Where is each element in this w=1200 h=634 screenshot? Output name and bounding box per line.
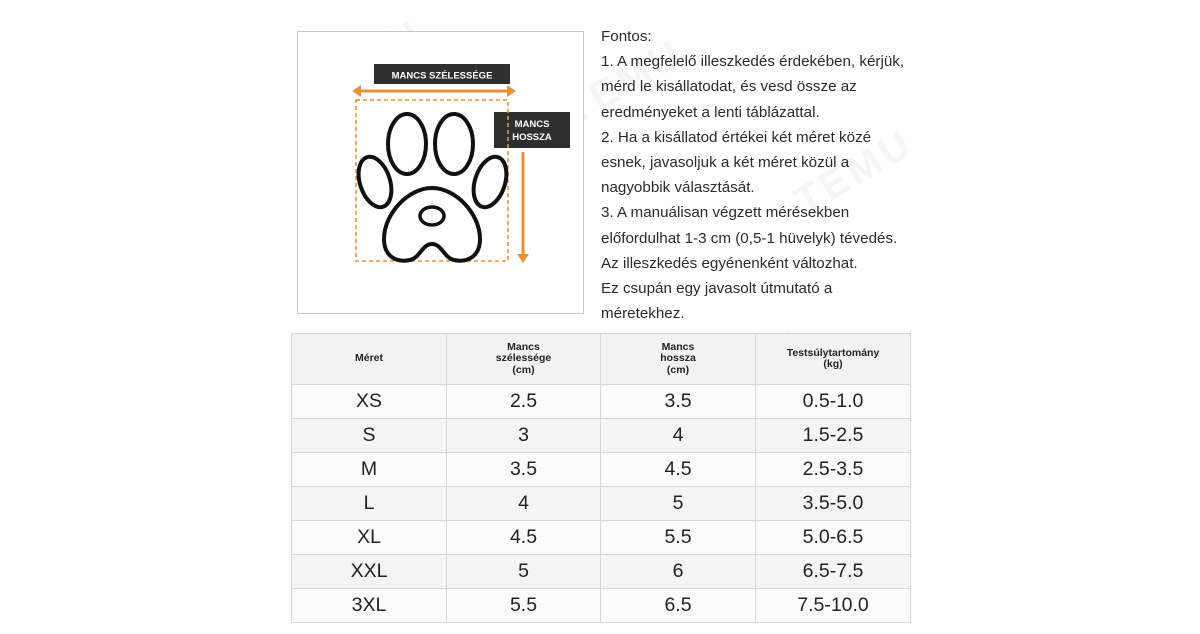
cell-paw-width: 3	[447, 419, 601, 453]
header-weight-range: Testsúlytartomány (kg)	[756, 334, 911, 385]
width-arrow-left-head	[352, 85, 361, 97]
cell-paw-length: 4.5	[601, 453, 756, 487]
table-row	[292, 453, 911, 487]
table-header-row	[292, 334, 911, 385]
table-row	[292, 487, 911, 521]
length-arrow-head	[517, 254, 529, 263]
cell-weight-range: 2.5-3.5	[756, 453, 911, 487]
cell-weight-range: 0.5-1.0	[756, 385, 911, 419]
cell-paw-length: 5.5	[601, 521, 756, 555]
cell-paw-width: 4.5	[447, 521, 601, 555]
notes-line: előfordulhat 1-3 cm (0,5-1 hüvelyk) tévedés.	[601, 229, 898, 247]
table-row	[292, 555, 911, 589]
cell-weight-range: 7.5-10.0	[756, 589, 911, 623]
cell-size: XL	[292, 521, 447, 555]
notes-line: mérd le kisállatodat, és vesd össze az	[601, 78, 857, 96]
notes-line: méretekhez.	[601, 305, 685, 323]
notes-line: Az illeszkedés egyénenként változhat.	[601, 254, 858, 272]
paw-diagram	[297, 31, 584, 314]
notes-line: nagyobbik választását.	[601, 179, 755, 197]
header-paw-width: Mancs szélessége (cm)	[447, 334, 601, 385]
cell-weight-range: 1.5-2.5	[756, 419, 911, 453]
cell-size: XXL	[292, 555, 447, 589]
notes-line: esnek, javasoljuk a két méret közül a	[601, 154, 850, 172]
notes-heading: Fontos:	[601, 28, 652, 45]
cell-paw-width: 4	[447, 487, 601, 521]
notes-line: 3. A manuálisan végzett mérésekben	[601, 204, 850, 222]
toe-pad	[435, 114, 473, 174]
table-row	[292, 419, 911, 453]
header-paw-length: Mancs hossza (cm)	[601, 334, 756, 385]
width-label: MANCS SZÉLESSÉGE	[391, 70, 493, 82]
toe-pad	[468, 153, 513, 212]
cell-paw-length: 5	[601, 487, 756, 521]
cell-size: M	[292, 453, 447, 487]
table-row	[292, 521, 911, 555]
notes-line: Ez csupán egy javasolt útmutató a	[601, 280, 833, 298]
cell-paw-width: 3.5	[447, 453, 601, 487]
cell-paw-length: 6	[601, 555, 756, 589]
cell-weight-range: 3.5-5.0	[756, 487, 911, 521]
center-pad	[420, 207, 444, 225]
cell-weight-range: 6.5-7.5	[756, 555, 911, 589]
length-label-line1: MANCS	[514, 119, 550, 130]
cell-paw-width: 5	[447, 555, 601, 589]
cell-weight-range: 5.0-6.5	[756, 521, 911, 555]
cell-paw-width: 5.5	[447, 589, 601, 623]
notes-line: 1. A megfelelő illeszkedés érdekében, kérjük,	[601, 53, 905, 71]
cell-size: L	[292, 487, 447, 521]
cell-paw-length: 3.5	[601, 385, 756, 419]
paw-diagram-svg	[298, 32, 585, 315]
important-notes	[601, 24, 931, 326]
table-row	[292, 385, 911, 419]
toe-pad	[388, 114, 426, 174]
cell-paw-length: 4	[601, 419, 756, 453]
cell-size: S	[292, 419, 447, 453]
width-arrow-right-head	[507, 85, 516, 97]
cell-size: XS	[292, 385, 447, 419]
notes-line: eredményeket a lenti táblázattal.	[601, 103, 820, 121]
cell-size: 3XL	[292, 589, 447, 623]
length-label-line2: HOSSZA	[512, 132, 552, 143]
cell-paw-width: 2.5	[447, 385, 601, 419]
table-row	[292, 589, 911, 623]
size-table	[291, 333, 911, 623]
notes-line: 2. Ha a kisállatod értékei két méret közé	[601, 128, 872, 146]
header-size: Méret	[292, 334, 447, 385]
cell-paw-length: 6.5	[601, 589, 756, 623]
